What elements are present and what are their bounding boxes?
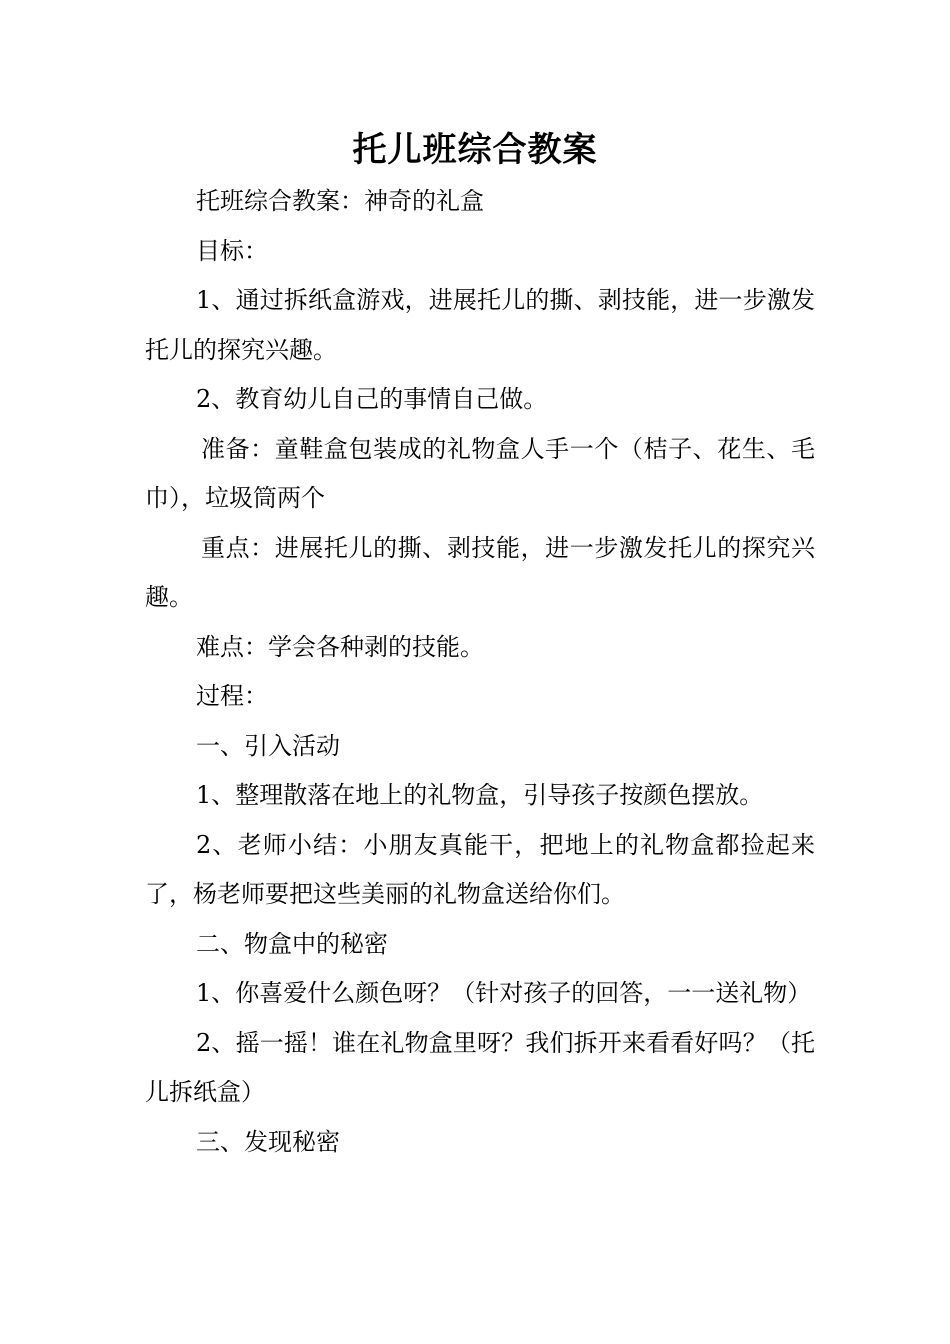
document-title: 托儿班综合教案: [352, 130, 598, 170]
paragraph-section-2-item-2: 2、摇一摇！谁在礼物盒里呀？我们拆开来看看好吗？（托儿拆纸盒）: [145, 1028, 815, 1106]
paragraph-goal-1: 1、通过拆纸盒游戏，进展托儿的撕、剥技能，进一步激发托儿的探究兴趣。: [145, 286, 815, 364]
paragraph-preparation: 准备：童鞋盒包装成的礼物盒人手一个（桔子、花生、毛巾），垃圾筒两个: [145, 434, 815, 512]
paragraph-section-2-item-1: 1、你喜爱什么颜色呀？（针对孩子的回答，一一送礼物）: [196, 979, 812, 1007]
paragraph-difficulty: 难点：学会各种剥的技能。: [196, 632, 484, 661]
paragraph-goals-heading: 目标：: [196, 236, 268, 265]
document-body: [145, 177, 815, 1167]
paragraph-process-heading: 过程：: [196, 682, 268, 710]
paragraph-key-point: 重点：进展托儿的撕、剥技能，进一步激发托儿的探究兴趣。: [145, 533, 815, 611]
paragraph-section-1-item-1: 1、整理散落在地上的礼物盒，引导孩子按颜色摆放。: [196, 781, 764, 809]
paragraph-section-2-heading: 二、物盒中的秘密: [196, 929, 388, 958]
paragraph-subtitle: 托班综合教案：神奇的礼盒: [196, 187, 484, 215]
paragraph-goal-2: 2、教育幼儿自己的事情自己做。: [196, 385, 548, 413]
paragraph-section-1-heading: 一、引入活动: [196, 731, 340, 760]
paragraph-section-3-heading: 三、发现秘密: [196, 1127, 340, 1156]
paragraph-section-1-item-2: 2、老师小结：小朋友真能干，把地上的礼物盒都捡起来了，杨老师要把这些美丽的礼物盒送给你们。: [145, 830, 815, 908]
